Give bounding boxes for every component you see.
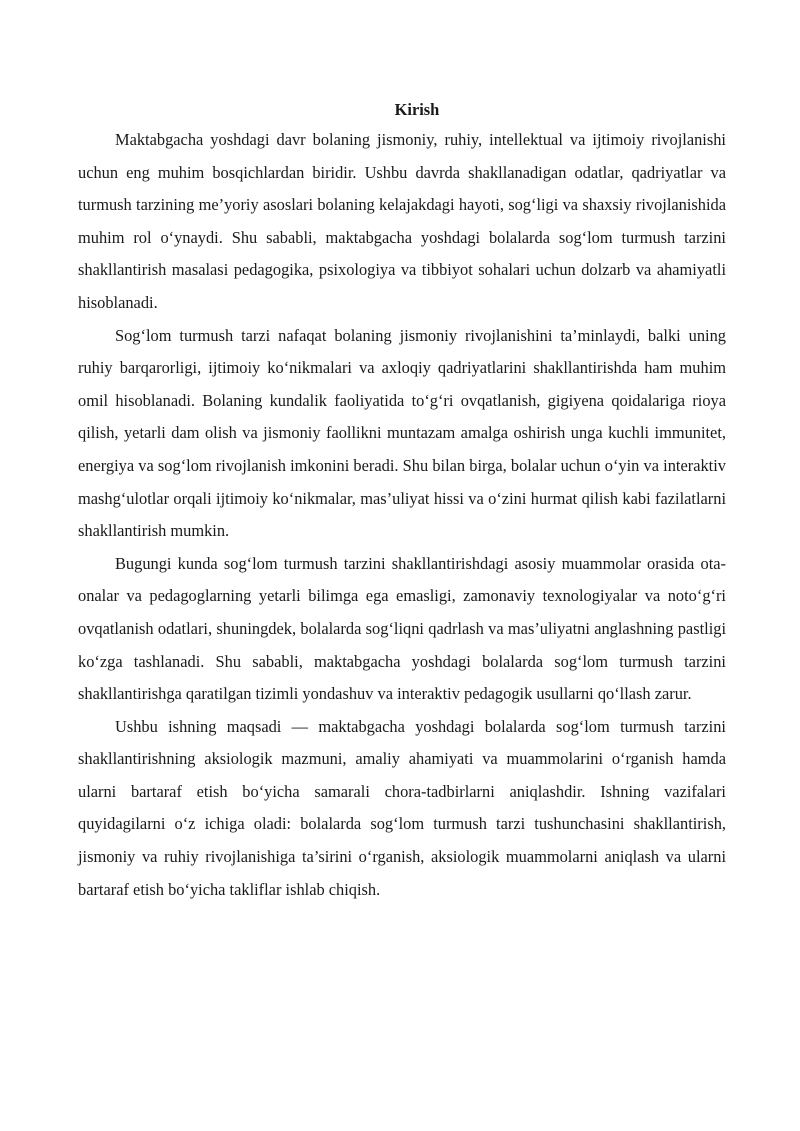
paragraph-4: Ushbu ishning maqsadi — maktabgacha yoshdagi bolalarda sog‘lom turmush tarzini shakllantirishning aksiologik mazmuni, amaliy ahamiyati va muammolarini o‘rganish hamda ularni bartaraf etish bo‘yicha samarali chora-tadbirlarni aniqlashdir. Ishning vazifalari quyidagilarni o‘z ichiga oladi: bolalarda sog‘lom turmush tarzi tushunchasini shakllantirish, jismoniy va ruhiy rivojlanishiga ta’sirini o‘rganish, aksiologik muammolarni aniqlash va ularni bartaraf etish bo‘yicha takliflar ishlab chiqish.	[78, 716, 726, 899]
paragraph-1: Maktabgacha yoshdagi davr bolaning jismoniy, ruhiy, intellektual va ijtimoiy rivojlanishi uchun eng muhim bosqichlardan biridir. Ushbu davrda shakllanadigan odatlar, qadriyatlar va turmush tarzining me’yoriy asoslari bolaning kelajakdagi hayoti, sog‘ligi va shaxsiy rivojlanishida muhim rol o‘ynaydi. Shu sababli, maktabgacha yoshdagi bolalarda sog‘lom turmush tarzini shakllantirish masalasi pedagogika, psixologiya va tibbiyot sohalari uchun dolzarb va ahamiyatli hisoblanadi.	[78, 130, 726, 312]
paragraph-2: Sog‘lom turmush tarzi nafaqat bolaning jismoniy rivojlanishini ta’minlaydi, balki uning ruhiy barqarorligi, ijtimoiy ko‘nikmalari va axloqiy qadriyatlarini shakllantirishda ham muhim omil hisoblanadi. Bolaning kundalik faoliyatida to‘g‘ri ovqatlanish, gigiyena qoidalariga rioya qilish, yetarli dam olish va jismoniy faollikni muntazam amalga oshirish unga kuchli immunitet, energiya va sog‘lom rivojlanish imkonini beradi. Shu bilan birga, bolalar uchun o‘yin va interaktiv mashg‘ulotlar orqali ijtimoiy ko‘nikmalar, mas’uliyat hissi va o‘zini hurmat qilish kabi fazilatlarni shakllantirish mumkin.	[78, 325, 726, 541]
paragraph-3: Bugungi kunda sog‘lom turmush tarzini shakllantirishdagi asosiy muammolar orasida ota-onalar va pedagoglarning yetarli bilimga ega emasligi, zamonaviy texnologiyalar va noto‘g‘ri ovqatlanish odatlari, shuningdek, bolalarda sog‘liqni qadrlash va mas’uliyatni anglashning pastligi ko‘zga tashlanadi. Shu sababli, maktabgacha yoshdagi bolalarda sog‘lom turmush tarzini shakllantirishga qaratilgan tizimli yondashuv va interaktiv pedagogik usullarni qo‘llash zarur.	[78, 553, 726, 704]
document-body	[78, 96, 726, 906]
section-title: Kirish	[394, 100, 440, 119]
